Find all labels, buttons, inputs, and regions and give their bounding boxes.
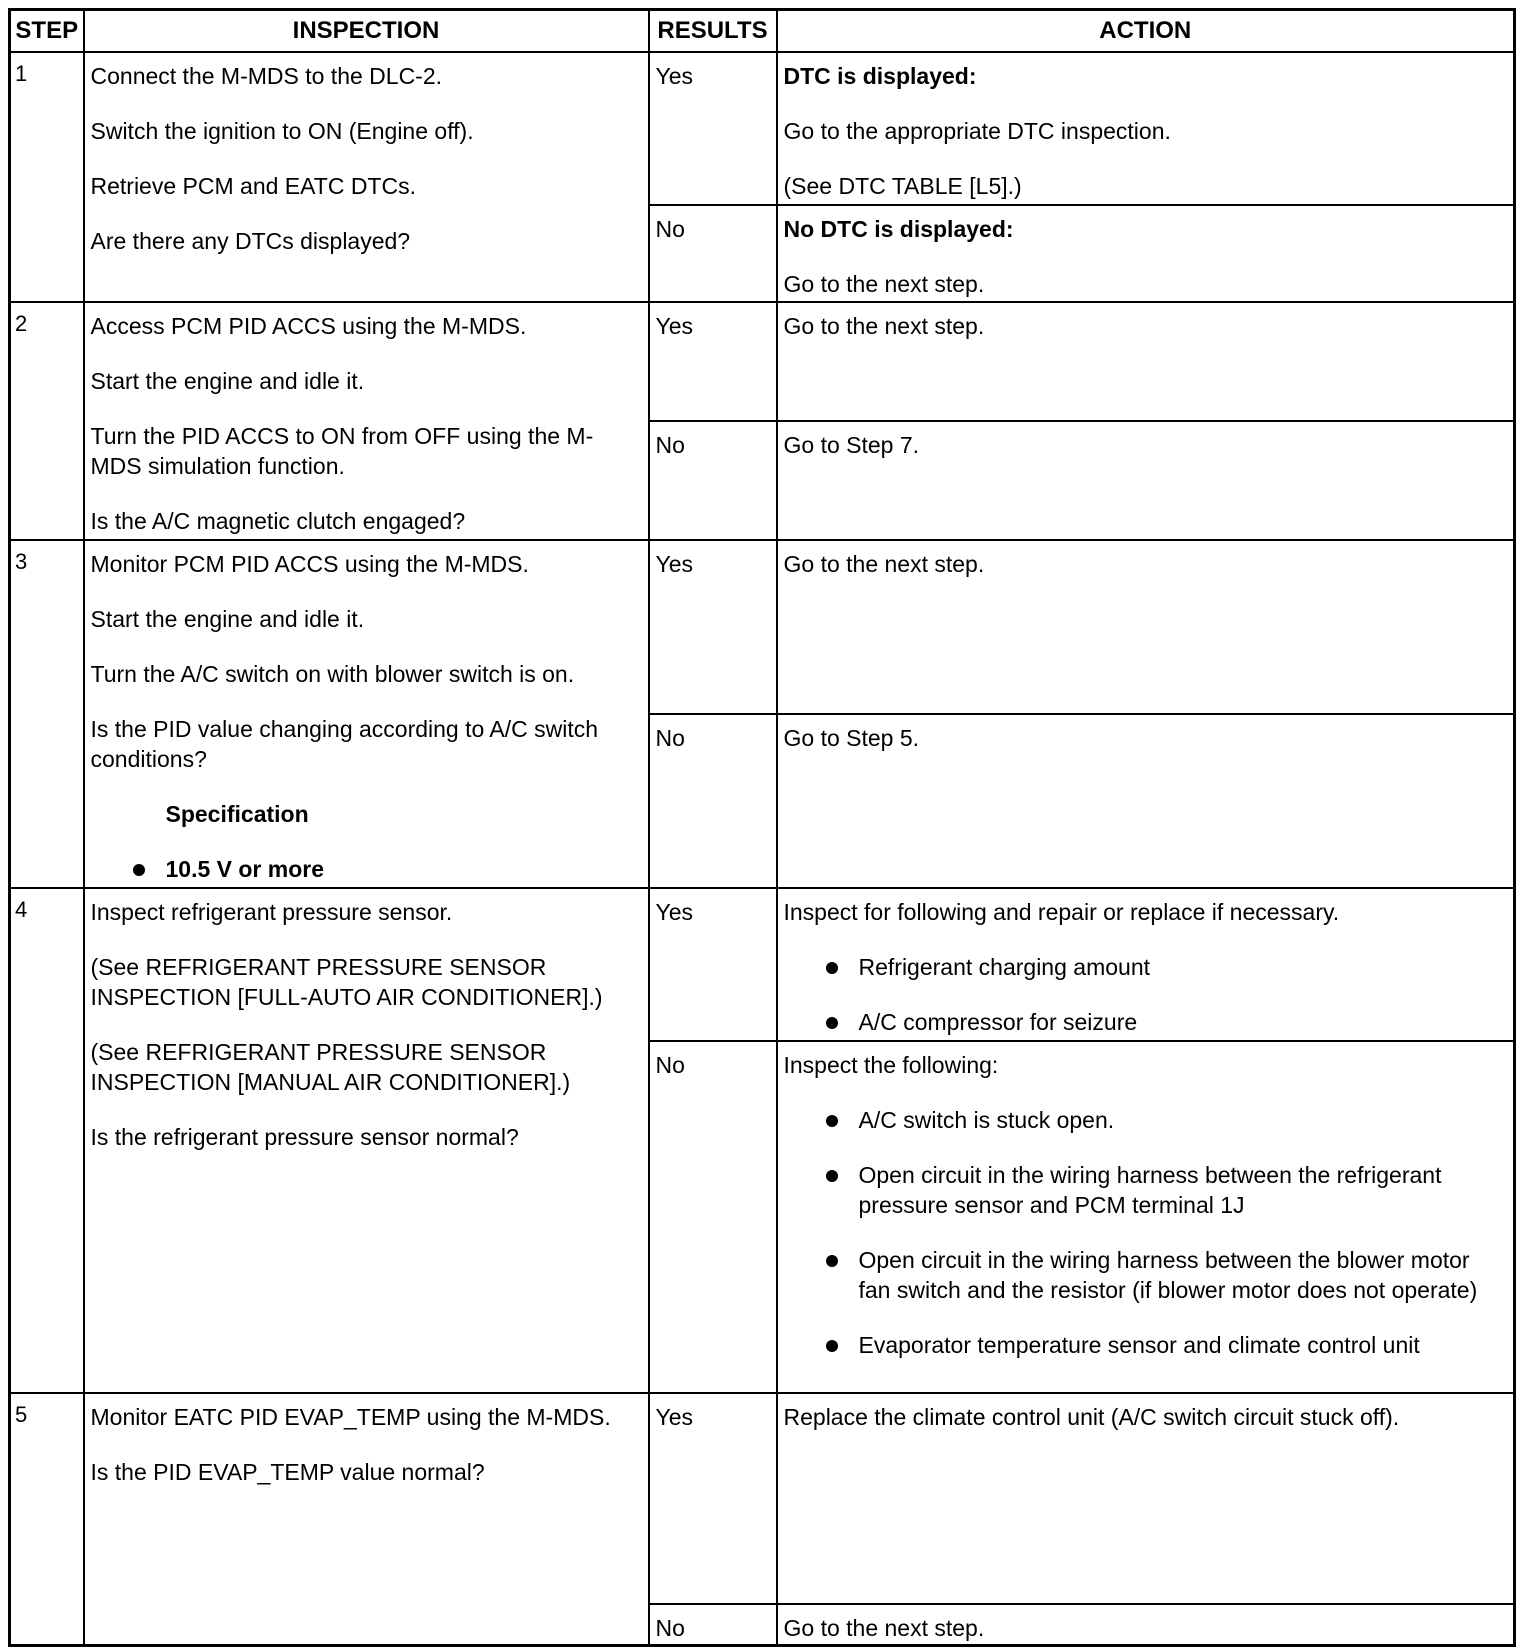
action-text: Go to the next step. — [783, 271, 985, 297]
action-text: (See DTC TABLE [L5].) — [783, 173, 1022, 199]
step-5-inspection — [84, 1393, 649, 1646]
bullet-icon — [826, 1170, 838, 1182]
result-no: No — [649, 421, 777, 540]
action-bullet — [784, 1007, 1508, 1037]
step-4-yes-action — [777, 888, 1515, 1041]
inspection-question: Is the A/C magnetic clutch engaged? — [90, 508, 466, 534]
specification-item — [91, 854, 642, 884]
step-2-inspection — [84, 302, 649, 540]
step-5-yes-row — [10, 1393, 1515, 1604]
step-number: 2 — [10, 302, 84, 540]
bullet-text: A/C switch is stuck open. — [858, 1107, 1115, 1133]
result-no: No — [649, 1041, 777, 1393]
inspection-text: Inspect refrigerant pressure sensor. — [90, 899, 453, 925]
action-text: Replace the climate control unit (A/C switch circuit stuck off). — [777, 1393, 1515, 1604]
inspection-question: Are there any DTCs displayed? — [90, 228, 411, 254]
step-4-yes-row — [10, 888, 1515, 1041]
action-text: Go to the next step. — [777, 540, 1515, 714]
header-step: STEP — [10, 10, 84, 53]
bullet-icon — [826, 1017, 838, 1029]
step-1-no-action — [777, 205, 1515, 302]
result-yes: Yes — [649, 1393, 777, 1604]
step-number: 1 — [10, 52, 84, 302]
step-number: 3 — [10, 540, 84, 888]
bullet-icon — [826, 1115, 838, 1127]
action-bullet — [784, 1245, 1508, 1305]
bullet-text: Open circuit in the wiring harness between the blower motor fan switch and the resistor (if blower motor does not operate) — [858, 1247, 1478, 1303]
inspection-text: Switch the ignition to ON (Engine off). — [90, 118, 474, 144]
inspection-text: Start the engine and idle it. — [90, 606, 365, 632]
bullet-icon — [826, 1255, 838, 1267]
result-no: No — [649, 714, 777, 888]
action-title: No DTC is displayed: — [783, 216, 1014, 242]
inspection-question: Is the PID EVAP_TEMP value normal? — [90, 1459, 485, 1485]
action-bullet — [784, 1330, 1508, 1360]
header-row — [10, 10, 1515, 53]
action-text: Inspect for following and repair or replace if necessary. — [783, 899, 1340, 925]
result-no: No — [649, 1604, 777, 1646]
bullet-icon — [133, 864, 145, 876]
result-no: No — [649, 205, 777, 302]
inspection-text: Retrieve PCM and EATC DTCs. — [90, 173, 416, 199]
inspection-question: Is the refrigerant pressure sensor normal? — [90, 1124, 519, 1150]
header-results: RESULTS — [649, 10, 777, 53]
result-yes: Yes — [649, 888, 777, 1041]
result-yes: Yes — [649, 540, 777, 714]
specification-title: Specification — [165, 801, 309, 827]
action-title: DTC is displayed: — [783, 63, 977, 89]
bullet-icon — [826, 962, 838, 974]
step-1-yes-action — [777, 52, 1515, 205]
step-3-inspection — [84, 540, 649, 888]
bullet-text: Evaporator temperature sensor and climate control unit — [858, 1332, 1420, 1358]
action-text: Go to Step 7. — [777, 421, 1515, 540]
inspection-text: Monitor PCM PID ACCS using the M-MDS. — [90, 551, 529, 577]
header-action: ACTION — [777, 10, 1515, 53]
step-3-yes-row — [10, 540, 1515, 714]
step-2-yes-row — [10, 302, 1515, 421]
inspection-text: Monitor EATC PID EVAP_TEMP using the M-MDS. — [90, 1404, 611, 1430]
step-4-inspection — [84, 888, 649, 1393]
inspection-text: (See REFRIGERANT PRESSURE SENSOR INSPECTION [FULL-AUTO AIR CONDITIONER].) — [90, 954, 603, 1010]
action-text: Go to the next step. — [777, 1604, 1515, 1646]
action-text: Inspect the following: — [783, 1052, 999, 1078]
troubleshooting-table — [8, 8, 1516, 1647]
action-text: Go to the appropriate DTC inspection. — [783, 118, 1171, 144]
action-text: Go to Step 5. — [777, 714, 1515, 888]
step-number: 4 — [10, 888, 84, 1393]
step-4-no-action — [777, 1041, 1515, 1393]
action-text: Go to the next step. — [777, 302, 1515, 421]
inspection-text: Turn the A/C switch on with blower switch is on. — [90, 661, 575, 687]
bullet-text: Refrigerant charging amount — [858, 954, 1150, 980]
inspection-text: Start the engine and idle it. — [90, 368, 365, 394]
inspection-text: Turn the PID ACCS to ON from OFF using the M-MDS simulation function. — [90, 423, 594, 479]
specification-value: 10.5 V or more — [165, 856, 325, 882]
action-bullet — [784, 952, 1508, 982]
result-yes: Yes — [649, 52, 777, 205]
bullet-icon — [826, 1340, 838, 1352]
step-1-inspection — [84, 52, 649, 302]
bullet-text: A/C compressor for seizure — [858, 1009, 1138, 1035]
step-1-yes-row — [10, 52, 1515, 205]
inspection-question: Is the PID value changing according to A/C switch conditions? — [90, 716, 599, 772]
action-bullet — [784, 1160, 1508, 1220]
header-inspection: INSPECTION — [84, 10, 649, 53]
step-number: 5 — [10, 1393, 84, 1646]
inspection-text: Connect the M-MDS to the DLC-2. — [90, 63, 443, 89]
inspection-text: Access PCM PID ACCS using the M-MDS. — [90, 313, 527, 339]
bullet-text: Open circuit in the wiring harness between the refrigerant pressure sensor and PCM terminal 1J — [858, 1162, 1442, 1218]
action-bullet — [784, 1105, 1508, 1135]
inspection-text: (See REFRIGERANT PRESSURE SENSOR INSPECTION [MANUAL AIR CONDITIONER].) — [90, 1039, 571, 1095]
result-yes: Yes — [649, 302, 777, 421]
